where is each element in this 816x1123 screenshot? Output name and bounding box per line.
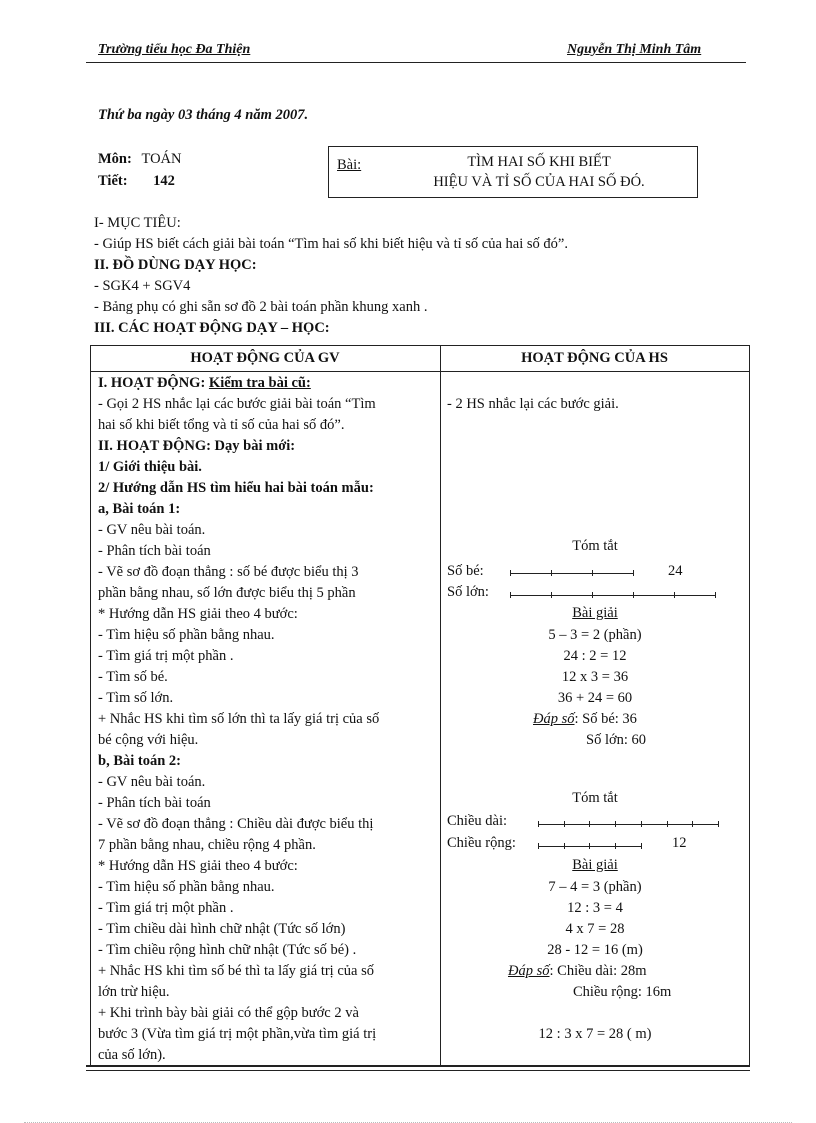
gv-line: * Hướng dẫn HS giải theo 4 bước:	[98, 606, 298, 622]
activity-1-title: Kiểm tra bài cũ:	[208, 375, 311, 391]
period-label: Tiết:	[98, 173, 128, 189]
lesson-label: Bài:	[337, 157, 362, 173]
subject-value: TOÁN	[141, 151, 182, 167]
p2-wide-label: Chiều rộng:	[447, 835, 516, 851]
p1-small-value: 24	[668, 563, 683, 579]
p1-step: 36 + 24 = 60	[557, 690, 633, 706]
p1-answer: Đáp số: Số bé: 36	[533, 711, 637, 727]
p1-step: 5 – 3 = 2 (phần)	[548, 627, 642, 643]
materials-line2: - Bảng phụ có ghi sẵn sơ đồ 2 bài toán phần khung xanh .	[94, 299, 428, 315]
section-activities-title: III. CÁC HOẠT ĐỘNG DẠY – HỌC:	[94, 320, 330, 336]
header-rule	[86, 62, 746, 63]
lesson-date: Thứ ba ngày 03 tháng 4 năm 2007.	[98, 107, 309, 123]
gv-line: bé cộng với hiệu.	[98, 732, 199, 748]
gv-line: - Vẽ sơ đồ đoạn thẳng : Chiều dài được biểu thị	[98, 816, 374, 832]
p1-summary-title: Tóm tắt	[572, 538, 618, 554]
p2-step: 7 – 4 = 3 (phần)	[548, 879, 642, 895]
p2-answer: Đáp số: Chiều dài: 28m	[508, 963, 647, 979]
gv-line: - Tìm giá trị một phần .	[98, 900, 234, 916]
gv-line: - Vẽ sơ đồ đoạn thẳng : số bé được biểu thị 3	[98, 564, 359, 580]
gv-line: - Tìm số bé.	[98, 669, 168, 685]
gv-line: - Tìm chiều dài hình chữ nhật (Tức số lớn)	[98, 921, 346, 937]
p2-wide-value: 12	[672, 835, 687, 851]
col-header-teacher: HOẠT ĐỘNG CỦA GV	[190, 350, 340, 366]
gv-line: - Tìm chiều rộng hình chữ nhật (Tức số bé) .	[98, 942, 357, 958]
activity-1-heading: I. HOẠT ĐỘNG: Kiểm tra bài cũ:	[98, 375, 311, 391]
objectives-line: - Giúp HS biết cách giải bài toán “Tìm hai số khi biết hiệu và tỉ số của hai số đó”.	[94, 236, 568, 252]
p1-step: 24 : 2 = 12	[563, 648, 627, 664]
gv-line: hai số khi biết tổng và tỉ số của hai số đó”.	[98, 417, 345, 433]
gv-line: lớn trừ hiệu.	[98, 984, 170, 1000]
p1-answer-label: Đáp số	[533, 711, 575, 727]
footer-rule	[86, 1065, 750, 1067]
gv-line: - Tìm hiệu số phần bằng nhau.	[98, 627, 275, 643]
subject-label: Môn:	[98, 151, 132, 167]
school-name: Trường tiểu học Đa Thiện	[98, 42, 251, 57]
gv-line: + Nhắc HS khi tìm số lớn thì ta lấy giá trị của số	[98, 711, 380, 727]
p1-step: 12 x 3 = 36	[561, 669, 629, 685]
activity-2-heading: II. HOẠT ĐỘNG: Dạy bài mới:	[98, 438, 296, 454]
gv-line: - Tìm giá trị một phần .	[98, 648, 234, 664]
col-header-student: HOẠT ĐỘNG CỦA HS	[521, 350, 668, 366]
gv-line: + Nhắc HS khi tìm số bé thì ta lấy giá trị của số	[98, 963, 374, 979]
p2-step: 12 : 3 = 4	[567, 900, 623, 916]
problem-1-heading: a, Bài toán 1:	[98, 501, 181, 517]
p2-long-label: Chiều dài:	[447, 813, 508, 829]
lesson-title-line2: HIỆU VÀ TỈ SỐ CỦA HAI SỐ ĐÓ.	[433, 174, 645, 190]
problem-2-heading: b, Bài toán 2:	[98, 753, 181, 769]
gv-line: - Gọi 2 HS nhắc lại các bước giải bài toán “Tìm	[98, 396, 376, 412]
subject-line	[98, 151, 181, 168]
gv-line: - GV nêu bài toán.	[98, 522, 206, 538]
gv-line: bước 3 (Vừa tìm giá trị một phần,vừa tìm giá trị	[98, 1026, 377, 1042]
gv-line: của số lớn).	[98, 1047, 166, 1063]
p1-solution-title: Bài giải	[572, 605, 618, 621]
hs-response-1: - 2 HS nhắc lại các bước giải.	[447, 396, 619, 412]
p1-small-label: Số bé:	[447, 563, 484, 579]
gv-line: 7 phần bằng nhau, chiều rộng 4 phần.	[98, 837, 316, 853]
guide-heading: 2/ Hướng dẫn HS tìm hiểu hai bài toán mẫu:	[98, 480, 374, 496]
intro-heading: 1/ Giới thiệu bài.	[98, 459, 202, 475]
p2-combined-step: 12 : 3 x 7 = 28 ( m)	[538, 1026, 652, 1042]
teacher-name: Nguyễn Thị Minh Tâm	[567, 42, 702, 57]
gv-line: * Hướng dẫn HS giải theo 4 bước:	[98, 858, 298, 874]
p2-summary-title: Tóm tắt	[572, 790, 618, 806]
period-value: 142	[153, 173, 175, 189]
gv-line: + Khi trình bày bài giải có thể gộp bước 2 và	[98, 1005, 359, 1021]
gv-line: - Tìm số lớn.	[98, 690, 174, 706]
gv-line: - Phân tích bài toán	[98, 543, 211, 559]
gv-line: - Tìm hiệu số phần bằng nhau.	[98, 879, 275, 895]
lesson-title-box	[328, 146, 698, 198]
p2-step: 4 x 7 = 28	[565, 921, 625, 937]
p2-answer-2: Chiều rộng: 16m	[573, 984, 672, 1000]
p1-big-label: Số lớn:	[447, 584, 489, 600]
lesson-title-line1: TÌM HAI SỐ KHI BIẾT	[467, 154, 611, 170]
p2-solution-title: Bài giải	[572, 857, 618, 873]
section-materials-title: II. ĐỒ DÙNG DẠY HỌC:	[94, 257, 257, 273]
materials-line1: - SGK4 + SGV4	[94, 278, 191, 294]
p2-step: 28 - 12 = 16 (m)	[547, 942, 643, 958]
section-objectives-title: I- MỤC TIÊU:	[94, 215, 181, 231]
gv-line: - Phân tích bài toán	[98, 795, 211, 811]
period-line	[98, 173, 175, 190]
gv-line: phần bằng nhau, số lớn được biểu thị 5 phần	[98, 585, 356, 601]
p2-answer-label: Đáp số	[508, 963, 550, 979]
p1-answer-2: Số lớn: 60	[586, 732, 647, 748]
gv-line: - GV nêu bài toán.	[98, 774, 206, 790]
